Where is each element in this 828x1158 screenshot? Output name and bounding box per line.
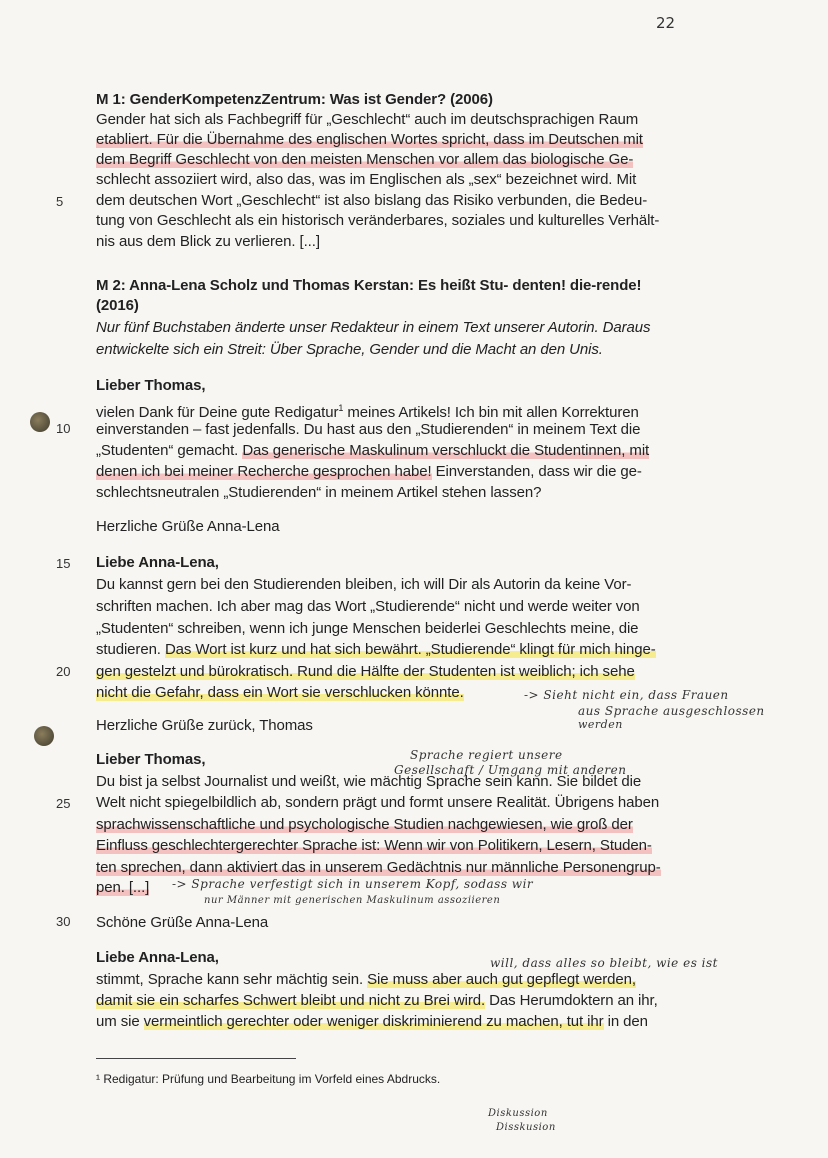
line-number: 15: [56, 556, 71, 571]
letter-salutation: Lieber Thomas,: [96, 751, 206, 768]
letter-salutation: Liebe Anna-Lena,: [96, 949, 219, 966]
letter-closing: Herzliche Grüße zurück, Thomas: [96, 717, 313, 734]
m1-line: [96, 150, 633, 170]
text-span: Das Herumdoktern an ihr,: [485, 992, 658, 1009]
m1-line: schlecht assoziiert wird, also das, was im Englischen als „sex“ bezeichnet wird. Mit: [96, 171, 637, 188]
text-span: studieren.: [96, 641, 165, 658]
text-span: in den: [603, 1013, 648, 1030]
letter-line: [96, 662, 635, 682]
highlight-yellow: damit sie ein scharfes Schwert bleibt und nicht zu Brei wird.: [96, 992, 486, 1009]
letter-line: [96, 836, 652, 856]
highlight-yellow: Das Wort ist kurz und hat sich bewährt. „Studierende“ klingt für mich hinge-: [164, 641, 656, 658]
footnote-rule: [96, 1058, 296, 1059]
line-number: 5: [56, 194, 64, 209]
handwritten-note: aus Sprache ausgeschlossen: [578, 704, 765, 718]
text-span: um sie: [96, 1013, 144, 1030]
highlight-pink: sprachwissenschaftliche und psychologische Studien nachgewiesen, wie groß der: [96, 816, 633, 833]
highlight-pink: pen. [...]: [96, 879, 150, 896]
line-number: 25: [56, 796, 71, 811]
letter-line: [96, 858, 661, 878]
letter-closing: Herzliche Grüße Anna-Lena: [96, 518, 280, 535]
highlight-pink: ten sprechen, dann aktiviert das in unserem Gedächtnis nur männliche Personengrup-: [96, 859, 661, 876]
m1-line: [96, 130, 643, 150]
m2-intro: Nur fünf Buchstaben änderte unser Redakteur in einem Text unserer Autorin. Daraus: [96, 319, 651, 336]
handwritten-note: Diskussion: [488, 1108, 548, 1119]
highlight-yellow: nicht die Gefahr, dass ein Wort sie verschlucken könnte.: [96, 684, 464, 701]
m1-line: nis aus dem Blick zu verlieren. [...]: [96, 233, 320, 250]
letter-line: einverstanden – fast jedenfalls. Du hast aus den „Studierenden“ in meinem Text die: [96, 421, 641, 438]
highlight-pink: etabliert. Für die Übernahme des englischen Wortes spricht, dass im Deutschen mit: [96, 131, 643, 148]
letter-line: Du kannst gern bei den Studierenden bleiben, ich will Dir als Autorin da keine Vor-: [96, 576, 632, 593]
letter-line: [96, 441, 649, 461]
letter-salutation: Liebe Anna-Lena,: [96, 554, 219, 571]
highlight-yellow: Sie muss aber auch gut gepflegt werden,: [367, 971, 636, 988]
handwritten-note: will, dass alles so bleibt, wie es ist: [490, 956, 718, 970]
m1-line: dem deutschen Wort „Geschlecht“ ist also bislang das Risiko verbunden, die Bedeu-: [96, 192, 648, 209]
handwritten-note: Disskusion: [496, 1122, 556, 1133]
letter-line: schlechtsneutralen „Studierenden“ in meinem Artikel stehen lassen?: [96, 484, 542, 501]
handwritten-note: Gesellschaft / Umgang mit anderen: [394, 763, 627, 777]
m2-title: M 2: Anna-Lena Scholz und Thomas Kerstan: Es heißt Stu- denten! die-rende!: [96, 277, 642, 294]
letter-line: [96, 462, 642, 482]
footnote: ¹ Redigatur: Prüfung und Bearbeitung im Vorfeld eines Abdrucks.: [96, 1072, 441, 1086]
line-number: 10: [56, 421, 71, 436]
handwritten-note: nur Männer mit generischen Maskulinum assoziieren: [204, 895, 501, 906]
text-span: „Studenten“ gemacht.: [96, 442, 243, 459]
m1-line: tung von Geschlecht als ein historisch veränderbares, soziales und kulturelles Verhält-: [96, 212, 660, 229]
handwritten-note: -> Sieht nicht ein, dass Frauen: [524, 688, 729, 702]
letter-line: [96, 878, 149, 898]
handwritten-note: -> Sprache verfestigt sich in unserem Kopf, sodass wir: [172, 877, 534, 891]
line-number: 20: [56, 664, 71, 679]
letter-line: Du bist ja selbst Journalist und weißt, wie mächtig Sprache sein kann. Sie bildet die: [96, 773, 642, 790]
punch-hole: [34, 726, 54, 746]
letter-closing: Schöne Grüße Anna-Lena: [96, 914, 269, 931]
letter-line: [96, 640, 656, 660]
highlight-pink: Einfluss geschlechtergerechter Sprache ist: Wenn wir von Politikern, Lesern, Studen-: [96, 837, 652, 854]
letter-line: Welt nicht spiegelbildlich ab, sondern prägt und formt unsere Realität. Übrigens haben: [96, 794, 660, 811]
text-span: Einverstanden, dass wir die ge-: [431, 463, 642, 480]
text-span: meines Artikels! Ich bin mit allen Korrekturen: [343, 404, 639, 421]
m2-title-year: (2016): [96, 297, 139, 314]
letter-line: [96, 991, 658, 1011]
highlight-yellow: gen gestelzt und bürokratisch. Rund die Hälfte der Studenten ist weiblich; ich sehe: [96, 663, 635, 680]
punch-hole: [30, 412, 50, 432]
handwritten-note: Sprache regiert unsere: [410, 748, 563, 762]
letter-line: schriften machen. Ich aber mag das Wort „Studierende“ nicht und werde weiter von: [96, 598, 640, 615]
footnote-ref: 1: [338, 403, 344, 413]
handwritten-note: werden: [578, 718, 623, 731]
letter-line: [96, 1012, 648, 1032]
highlight-pink: Das generische Maskulinum verschluckt die Studentinnen, mit: [242, 442, 650, 459]
page-number: 22: [656, 14, 676, 32]
highlight-pink: dem Begriff Geschlecht von den meisten Menschen vor allem das biologische Ge-: [96, 151, 634, 168]
text-span: stimmt, Sprache kann sehr mächtig sein.: [96, 971, 368, 988]
m1-title: M 1: GenderKompetenzZentrum: Was ist Gender? (2006): [96, 91, 493, 108]
letter-line: [96, 683, 464, 703]
m2-intro: entwickelte sich ein Streit: Über Sprache, Gender und die Macht an den Unis.: [96, 341, 603, 358]
text-span: vielen Dank für Deine gute Redigatur: [96, 404, 339, 421]
letter-line: [96, 970, 636, 990]
m1-line: Gender hat sich als Fachbegriff für „Geschlecht“ auch im deutschsprachigen Raum: [96, 111, 639, 128]
line-number: 30: [56, 914, 71, 929]
highlight-pink: denen ich bei meiner Recherche gesprochen habe!: [96, 463, 432, 480]
highlight-yellow: vermeintlich gerechter oder weniger diskriminierend zu machen, tut ihr: [143, 1013, 604, 1030]
letter-line: „Studenten“ schreiben, wenn ich junge Menschen beiderlei Geschlechts meine, die: [96, 620, 639, 637]
letter-salutation: Lieber Thomas,: [96, 377, 206, 394]
letter-line: [96, 815, 633, 835]
